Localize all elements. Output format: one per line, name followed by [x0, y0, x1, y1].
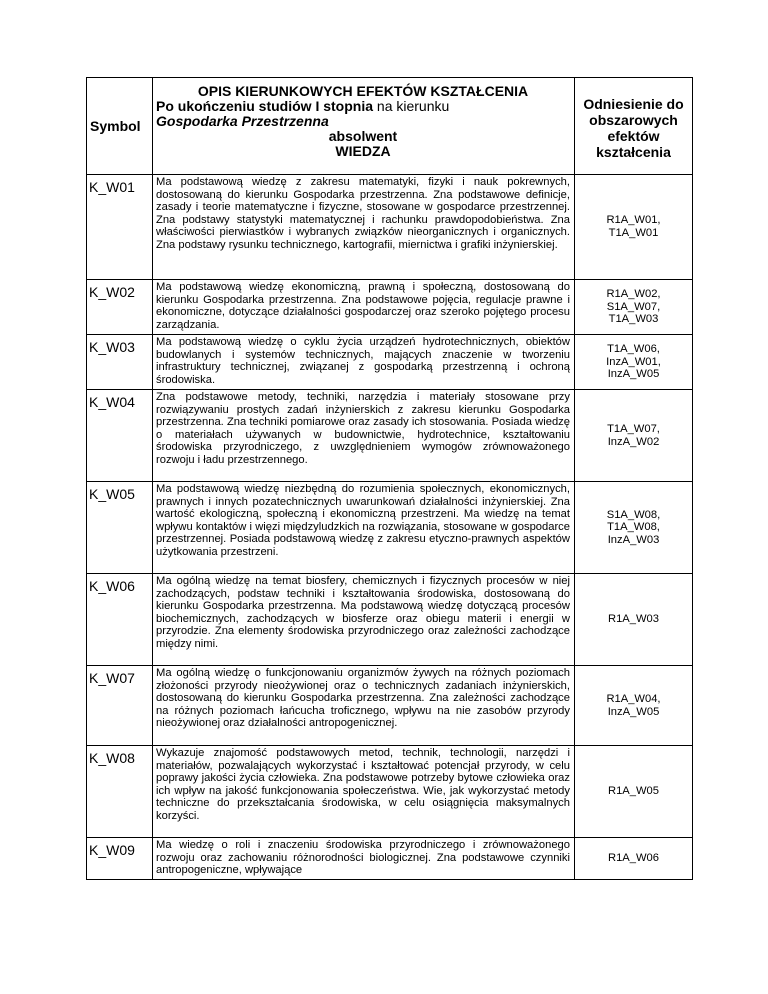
row-reference — [575, 838, 693, 880]
row-description: Ma podstawową wiedzę niezbędną do rozumienia społecznych, ekonomicznych, prawnych i innych pozatechnicznych uwarunkowań działalności inżynierskiej. Zna wartość ekologiczną, społeczną i ekonomiczną przestrzeni. Ma wiedzę na temat wpływu kontaktów i więzi międzyludzkich na rozwiązania, stosowane w gospodarce przestrzennej. Posiada podstawową wiedzę z zakresu etyczno-prawnych aspektów użytkowania przestrzeni. — [153, 482, 575, 574]
table-row — [87, 838, 693, 880]
table-row — [87, 666, 693, 746]
category-label: WIEDZA — [335, 143, 391, 159]
table-title: OPIS KIERUNKOWYCH EFEKTÓW KSZTAŁCENIA — [197, 83, 529, 99]
study-level-rest: na kierunku — [373, 98, 450, 114]
row-description: Ma ogólną wiedzę o funkcjonowaniu organizmów żywych na różnych poziomach złożoności przyrody nieożywionej oraz o technicznych zadaniach inżynierskich, dostosowaną do kierunku Gospodarka przestrzenna. Zna zależności zachodzące na różnych poziomach łańcucha troficznego, wpływu na nie zasobów przyrody nieożywionej oraz działalności antropogenicznej. — [153, 666, 575, 746]
row-reference-text: R1A_W03 — [608, 613, 659, 626]
row-reference — [575, 280, 693, 335]
row-reference-text: R1A_W04, InzA_W05 — [606, 692, 661, 718]
header-row — [87, 78, 693, 175]
row-reference — [575, 335, 693, 390]
row-description: Ma podstawową wiedzę o cyklu życia urządzeń hydrotechnicznych, obiektów budowlanych i systemów technicznych, mających znaczenie w tworzeniu infrastruktury technicznej, związanej z gospodarką przestrzenną i ochroną środowiska. — [153, 335, 575, 390]
table-row — [87, 175, 693, 280]
table-row — [87, 335, 693, 390]
row-reference — [575, 482, 693, 574]
study-level: Po ukończeniu studiów I stopnia — [156, 98, 374, 114]
row-reference — [575, 390, 693, 482]
graduate-label: absolwent — [328, 128, 398, 144]
row-symbol: K_W06 — [87, 574, 153, 666]
row-reference-text: S1A_W08, T1A_W08, InzA_W03 — [606, 508, 661, 546]
description-header — [153, 78, 575, 175]
table-row — [87, 280, 693, 335]
row-reference — [575, 175, 693, 280]
field-name: Gospodarka Przestrzenna — [156, 113, 329, 129]
table-row — [87, 746, 693, 838]
row-reference — [575, 746, 693, 838]
row-symbol: K_W04 — [87, 390, 153, 482]
learning-outcomes-table — [86, 77, 693, 880]
row-description: Zna podstawowe metody, techniki, narzędzia i materiały stosowane przy rozwiązywaniu prostych zadań inżynierskich z zakresu kierunku Gospodarka przestrzenna. Zna techniki pomiarowe oraz zasady ich stosowania. Posiada wiedzę o materiałach używanych w budownictwie, hydrotechnice, kształtowaniu środowiska przyrodniczego, z uwzględnieniem wymogów zrównoważonego rozwoju i ładu przestrzennego. — [153, 390, 575, 482]
table-row — [87, 574, 693, 666]
symbol-header: Symbol — [87, 78, 153, 175]
row-symbol: K_W09 — [87, 838, 153, 880]
row-reference — [575, 574, 693, 666]
row-reference-text: T1A_W07, InzA_W02 — [607, 422, 660, 448]
row-description: Ma ogólną wiedzę na temat biosfery, chemicznych i fizycznych procesów w niej zachodzących, podstaw techniki i kształtowania środowiska, dostosowaną do kierunku Gospodarka przestrzenna. Ma podstawową wiedzę dotyczącą procesów biochemicznych, zachodzących w biosferze oraz obiegu materii i energii w przyrodzie. Zna elementy środowiska przyrodniczego oraz zależności zachodzące między nimi. — [153, 574, 575, 666]
row-description: Ma podstawową wiedzę z zakresu matematyki, fizyki i nauk pokrewnych, dostosowaną do kierunku Gospodarka przestrzenna. Zna podstawowe definicje, zasady i teorie matematyczne i fizyczne, stosowane w gospodarce przestrzennej. Zna podstawy statystyki matematycznej i rachunku prawdopodobieństwa. Zna właściwości pierwiastków i wybranych związków nieorganicznych i organicznych. Zna podstawy rysunku technicznego, kartografii, miernictwa i grafiki inżynierskiej. — [153, 175, 575, 280]
row-reference-text: R1A_W01, T1A_W01 — [606, 214, 661, 239]
row-description: Ma podstawową wiedzę ekonomiczną, prawną i społeczną, dostosowaną do kierunku Gospodarka przestrzenna. Zna podstawowe pojęcia, regulacje prawne i ekonomiczne, dotyczące działalności gospodarczej oraz szeroko pojętego procesu zarządzania. — [153, 280, 575, 335]
study-level-line — [156, 99, 570, 114]
row-symbol: K_W08 — [87, 746, 153, 838]
row-reference — [575, 666, 693, 746]
row-reference-text: R1A_W06 — [608, 852, 659, 865]
row-symbol: K_W05 — [87, 482, 153, 574]
row-symbol: K_W02 — [87, 280, 153, 335]
table-row — [87, 482, 693, 574]
row-description: Wykazuje znajomość podstawowych metod, technik, technologii, narzędzi i materiałów, pozwalających wykorzystać i kształtować potencjał przyrody, w celu poprawy jakości życia człowieka. Zna podstawowe potrzeby bytowe człowieka oraz ich wpływ na jakość funkcjonowania społeczeństwa. Wie, jak wykorzystać metody techniczne do przekształcania środowiska, w celu osiągnięcia maksymalnych korzyści. — [153, 746, 575, 838]
row-reference-text: R1A_W02, S1A_W07, T1A_W03 — [606, 288, 661, 326]
row-symbol: K_W03 — [87, 335, 153, 390]
row-reference-text: T1A_W06, InzA_W01, InzA_W05 — [606, 343, 661, 381]
row-symbol: K_W07 — [87, 666, 153, 746]
row-symbol: K_W01 — [87, 175, 153, 280]
row-description: Ma wiedzę o roli i znaczeniu środowiska przyrodniczego i zrównoważonego rozwoju oraz zachowaniu różnorodności biologicznej. Zna podstawowe czynniki antropogeniczne, wpływające — [153, 838, 575, 880]
table-row — [87, 390, 693, 482]
reference-header: Odniesienie do obszarowych efektów kształcenia — [575, 78, 693, 175]
row-reference-text: R1A_W05 — [608, 785, 659, 798]
